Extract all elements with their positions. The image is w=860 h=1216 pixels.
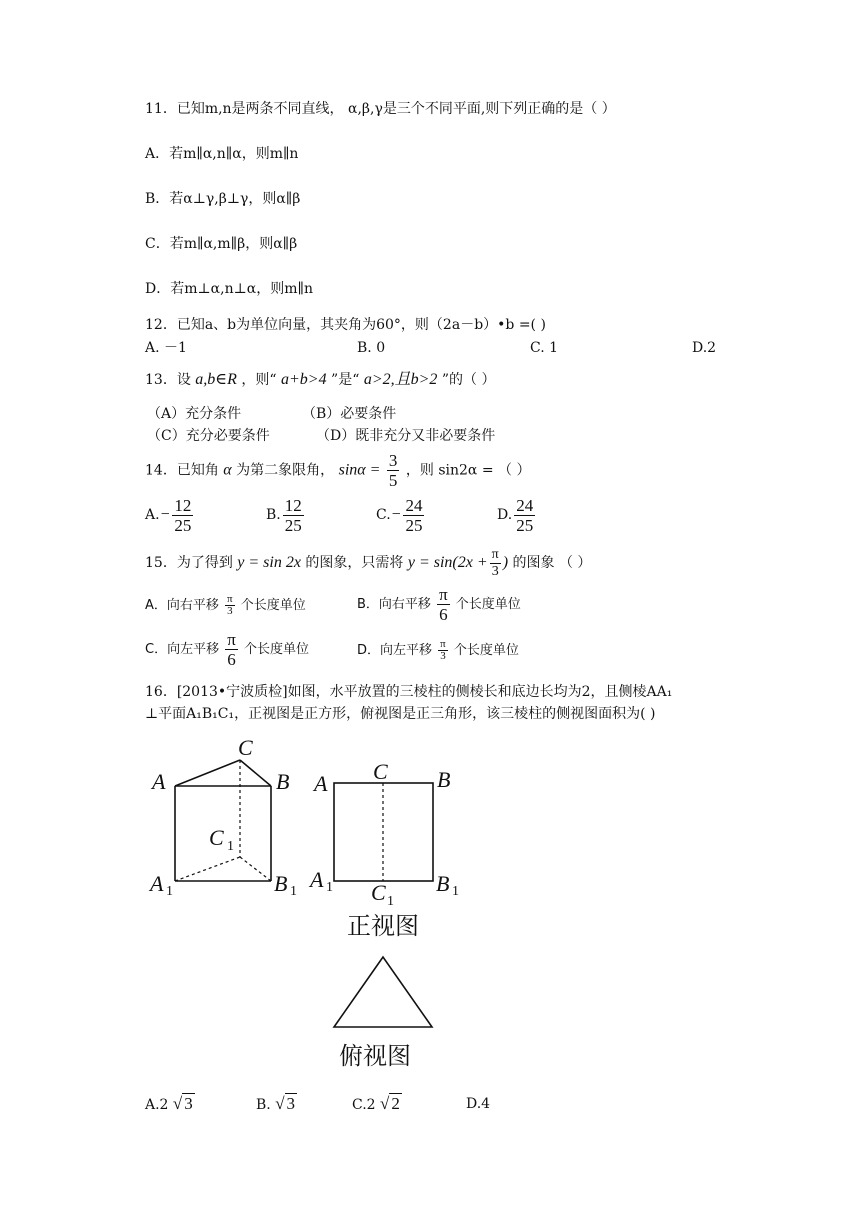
q14-c-num: 24 xyxy=(405,495,423,515)
q15-a-pre: A．向右平移 xyxy=(145,598,219,613)
q13-cond1: a+b>4 xyxy=(280,371,327,388)
q14-sin-label: sinα = xyxy=(338,461,381,479)
front-label-a1: A xyxy=(310,867,324,892)
q16-c-pre: C.2 xyxy=(352,1097,376,1113)
q13-stem-mid1: ，则“ xyxy=(241,372,277,388)
q11-option-b: B．若α⊥γ,β⊥γ，则α∥β xyxy=(145,191,301,207)
front-label-b1: B xyxy=(436,871,450,896)
q13-option-d: （D）既非充分又非必要条件 xyxy=(316,428,496,444)
q14-alpha: α xyxy=(223,461,232,479)
q14-d-num: 24 xyxy=(516,495,534,515)
prism-sub-b1: 1 xyxy=(290,884,297,899)
q13-stem-post: ”的（ ） xyxy=(441,372,496,388)
q16-c-sqrt-sign: √ xyxy=(380,1094,390,1113)
q16-option-b xyxy=(256,1093,297,1116)
q15-d-post: 个长度单位 xyxy=(453,643,519,658)
q11-option-a: A．若m∥α,n∥α，则m∥n xyxy=(145,146,299,162)
prism-edge-cb xyxy=(240,760,271,786)
q14-b-num: 12 xyxy=(284,495,302,515)
q14-d-label: D. xyxy=(497,507,513,523)
q16-option-c xyxy=(352,1093,402,1116)
q14-c-den: 25 xyxy=(405,515,423,535)
q14-b-den: 25 xyxy=(284,515,302,535)
front-label-c1: C xyxy=(371,880,386,905)
prism-figure xyxy=(175,760,271,881)
top-view-caption: 俯视图 xyxy=(339,1042,411,1070)
q15-stem-pre: 15．为了得到 xyxy=(145,555,233,571)
q14-stem-pre: 14．已知角 xyxy=(145,462,219,479)
q16-a-sqrt xyxy=(173,1093,195,1113)
q15-b-den: 6 xyxy=(439,605,448,624)
q15-b-pi: π xyxy=(439,585,448,604)
q14-a-den: 25 xyxy=(174,515,192,535)
front-label-b: B xyxy=(437,767,451,792)
q15-b-post: 个长度单位 xyxy=(455,597,521,612)
q14-d-den: 25 xyxy=(516,515,534,535)
q14-c-sign: − xyxy=(390,506,402,523)
front-label-c: C xyxy=(373,759,388,784)
q13-stem-pre: 13．设 xyxy=(145,372,191,388)
q15-stem-post: 的图象 （ ） xyxy=(512,555,592,571)
q15-source-pre: y = sin(2x + xyxy=(407,554,488,571)
prism-edge-a1c1-hidden xyxy=(175,857,240,881)
q12-option-b: B. 0 xyxy=(357,340,386,356)
prism-sub-c1: 1 xyxy=(227,839,234,854)
q13-option-c: （C）充分必要条件 xyxy=(147,428,270,444)
q15-c-pi: π xyxy=(227,630,236,649)
q16-c-sqrt xyxy=(380,1093,402,1113)
q16-b-radicand: 3 xyxy=(286,1094,296,1113)
q15-a-den: 3 xyxy=(227,605,233,617)
q15-c-post: 个长度单位 xyxy=(243,642,309,657)
q15-b-pre: B．向右平移 xyxy=(357,597,431,612)
q16-b-sqrt-sign: √ xyxy=(275,1094,285,1113)
q15-source-pi: π xyxy=(491,546,499,562)
q15-d-den: 3 xyxy=(440,650,446,662)
prism-label-b1: B xyxy=(274,871,288,896)
front-sub-b1: 1 xyxy=(452,884,459,899)
q14-frac-den: 5 xyxy=(388,471,398,490)
q14-a-num: 12 xyxy=(174,495,192,515)
q16-a-radicand: 3 xyxy=(184,1094,193,1113)
q15-c-pre: C．向左平移 xyxy=(145,642,220,657)
prism-label-a1: A xyxy=(150,871,164,896)
q13-option-b: （B）必要条件 xyxy=(302,406,397,422)
front-view-figure xyxy=(334,783,433,881)
prism-label-c: C xyxy=(238,735,253,760)
q16-c-radicand: 2 xyxy=(391,1094,400,1113)
q16-b-pre: B. xyxy=(256,1097,271,1113)
front-label-a: A xyxy=(314,771,328,796)
front-view-caption: 正视图 xyxy=(347,912,419,940)
q15-c-den: 6 xyxy=(227,650,236,669)
prism-label-b: B xyxy=(276,769,290,794)
q15-d-pi: π xyxy=(440,638,446,650)
q13-cond2: a>2,且b>2 xyxy=(363,371,438,388)
q12-option-d: D.2 xyxy=(692,340,717,356)
prism-label-c1: C xyxy=(209,825,224,850)
q14-stem-post: ，则 sin2α = （ ） xyxy=(405,462,531,479)
q14-stem-mid: 为第二象限角， xyxy=(236,462,335,479)
q15-source-post: ) xyxy=(502,554,509,571)
q15-target-func: y = sin 2x xyxy=(237,554,301,571)
q14-b-label: B. xyxy=(266,507,281,523)
prism-edge-ac xyxy=(175,760,240,786)
q16-a-pre: A.2 xyxy=(145,1097,169,1113)
front-sub-a1: 1 xyxy=(326,880,333,895)
q12-option-c: C. 1 xyxy=(530,340,559,356)
q15-a-post: 个长度单位 xyxy=(240,598,306,613)
q16-option-d: D.4 xyxy=(466,1096,491,1112)
q13-option-a: （A）充分条件 xyxy=(147,406,242,422)
q11-stem: 11．已知m,n是两条不同直线， α,β,γ是三个不同平面,则下列正确的是（ ） xyxy=(145,101,616,117)
q14-a-label: A. xyxy=(145,507,160,523)
q16-stem-line1: 16．[2013•宁波质检]如图，水平放置的三棱柱的侧棱长和底边长均为2，且侧棱AA₁ xyxy=(145,684,673,700)
q14-a-sign: − xyxy=(159,506,171,523)
prism-label-a: A xyxy=(152,769,166,794)
q12-stem: 12．已知a、b为单位向量，其夹角为60°，则（2a－b）•b =( ) xyxy=(145,317,546,333)
q15-d-pre: D．向左平移 xyxy=(357,643,433,658)
q13-set: a,b∈R xyxy=(195,371,237,388)
q15-source-three: 3 xyxy=(491,563,499,579)
q16-a-sqrt-sign: √ xyxy=(172,1094,183,1113)
q16-stem-line2: ⊥平面A₁B₁C₁，正视图是正方形，俯视图是正三角形，该三棱柱的侧视图面积为( ) xyxy=(145,706,656,722)
q13-stem-mid2: ”是“ xyxy=(331,372,360,388)
q11-option-d: D．若m⊥α,n⊥α，则m∥n xyxy=(145,281,313,297)
prism-sub-a1: 1 xyxy=(166,884,173,899)
q12-option-a: A. －1 xyxy=(145,340,187,356)
q16-b-sqrt xyxy=(275,1093,297,1113)
prism-edge-c1b1-hidden xyxy=(240,857,271,881)
q16-option-a xyxy=(145,1093,195,1116)
front-sub-c1: 1 xyxy=(387,894,394,909)
q11-option-c: C．若m∥α,m∥β，则α∥β xyxy=(145,236,298,252)
q14-frac-num: 3 xyxy=(388,451,398,470)
q15-a-pi: π xyxy=(227,593,233,605)
q15-stem-mid: 的图象，只需将 xyxy=(305,555,404,571)
q14-c-label: C. xyxy=(376,507,391,523)
top-view-triangle xyxy=(334,957,432,1027)
